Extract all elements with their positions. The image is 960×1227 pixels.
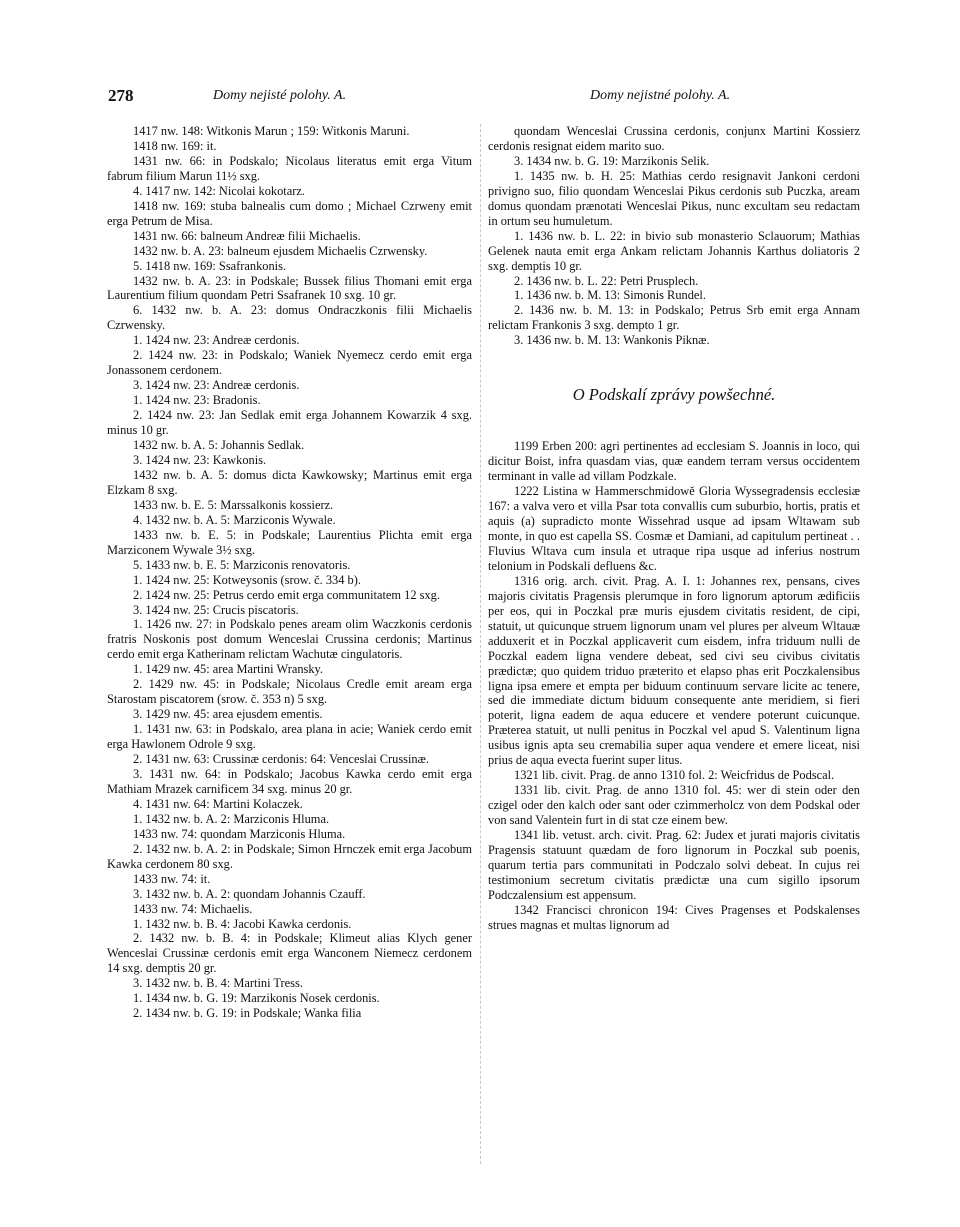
entry-paragraph: 3. 1424 nw. 23: Andreæ cerdonis. (133, 378, 300, 393)
entry-paragraph: 1341 lib. vetust. arch. civit. Prag. 62: Judex et jurati majoris civitatis Pragensis statuunt quædam de foro lignorum in Poczkal sub poenis, quarum tertia pars communitati in Podczalo solvi debeat. In cujus rei testimonium secretum civitatis prædictæ una cum sigillo ipsorum Podczalensium est appensum. (488, 828, 860, 902)
entry-paragraph: 1433 nw. 74: quondam Marziconis Hluma. (133, 826, 346, 841)
column-divider (480, 124, 482, 1164)
entry-paragraph: 4. 1432 nw. b. A. 5: Marziconis Wywale. (133, 512, 336, 527)
entry-paragraph: 2. 1424 nw. 23: in Podskalo; Waniek Nyemecz cerdo emit erga Jonassonem cerdonem. (107, 348, 472, 378)
entry-paragraph: 3. 1424 nw. 23: Kawkonis. (133, 452, 267, 467)
entry-paragraph: 1418 nw. 169: it. (133, 138, 217, 153)
entry-paragraph: 1432 nw. b. A. 23: in Podskale; Bussek filius Thomani emit erga Laurentium filium quondam Petri Ssafranek 10 sxg. 10 gr. (107, 273, 472, 303)
entry-paragraph: 2. 1424 nw. 25: Petrus cerdo emit erga communitatem 12 sxg. (133, 587, 440, 602)
entry-paragraph: 1. 1426 nw. 27: in Podskalo penes aream olim Waczkonis cerdonis fratris Noskonis post domum Wenceslai Crussina cerdonis; Martinus cerdo emit erga Katherinam relictam Wachutæ cingulatoris. (107, 617, 472, 662)
entry-paragraph: 3. 1429 nw. 45: area ejusdem ementis. (133, 707, 323, 722)
entry-paragraph: 6. 1432 nw. b. A. 23: domus Ondraczkonis filii Michaelis Czrwensky. (107, 303, 472, 333)
entry-paragraph: 1222 Listina w Hammerschmidowě Gloria Wyssegradensis ecclesiæ 167: a valva vero et villa Psar tota convallis cum suburbio, hortis, pratis et aquis (a) supradicto monte Wissehrad usque ad ipsam Wltawam sub monte, in quo est capella SS. Cosmæ et Damiani, ad capitulum pertineat . . Fluvius Wltava cum insula et utraque ripa usque ad inferius nostrum telonium in Podskali defluens &c. (488, 484, 860, 573)
entry-paragraph: 2. 1424 nw. 23: Jan Sedlak emit erga Johannem Kowarzik 4 sxg. minus 10 gr. (107, 408, 472, 438)
entry-paragraph: 1432 nw. b. A. 23: balneum ejusdem Michaelis Czrwensky. (133, 243, 428, 258)
entry-paragraph: 1418 nw. 169: stuba balnealis cum domo ; Michael Czrweny emit erga Petrum de Misa. (107, 198, 472, 228)
entry-paragraph: 1433 nw. 74: it. (133, 871, 211, 886)
entry-paragraph: 1199 Erben 200: agri pertinentes ad ecclesiam S. Joannis in loco, qui dicitur Boist, infra quasdam vias, quæ eandem terram versus occidentem terminant in valle ad villam Podzkale. (488, 439, 860, 484)
entry-paragraph: 1321 lib. civit. Prag. de anno 1310 fol. 2: Weicfridus de Podscal. (514, 768, 835, 783)
entry-paragraph: 2. 1432 nw. b. A. 2: in Podskale; Simon Hrnczek emit erga Jacobum Kawka cerdonem 80 sxg. (107, 841, 472, 871)
entry-paragraph: 1. 1424 nw. 23: Bradonis. (133, 393, 261, 408)
entry-paragraph: 4. 1417 nw. 142: Nicolai kokotarz. (133, 183, 305, 198)
entry-paragraph: 2. 1434 nw. b. G. 19: in Podskale; Wanka filia (133, 1006, 362, 1021)
entry-paragraph: 1431 nw. 66: balneum Andreæ filii Michaelis. (133, 228, 361, 243)
entry-paragraph: 1433 nw. 74: Michaelis. (133, 901, 253, 916)
entry-paragraph: 2. 1436 nw. b. M. 13: in Podskalo; Petrus Srb emit erga Annam relictam Frankonis 3 sxg. dempto 1 gr. (488, 303, 860, 333)
entry-paragraph: 2. 1431 nw. 63: Crussinæ cerdonis: 64: Venceslai Crussinæ. (133, 752, 429, 767)
entry-paragraph: 2. 1436 nw. b. L. 22: Petri Prusplech. (514, 273, 699, 288)
entry-paragraph: 4. 1431 nw. 64: Martini Kolaczek. (133, 796, 303, 811)
right-top-entries (488, 124, 860, 348)
entry-paragraph: 1342 Francisci chronicon 194: Cives Pragenses et Podskalenses strues magnas et multas lignorum ad (488, 902, 860, 932)
entry-paragraph: 1. 1431 nw. 63: in Podskalo, area plana in acie; Waniek cerdo emit erga Hawlonem Odrole 9 sxg. (107, 722, 472, 752)
entry-paragraph: 1. 1432 nw. b. B. 4: Jacobi Kawka cerdonis. (133, 916, 352, 931)
entry-paragraph: 1. 1436 nw. b. L. 22: in bivio sub monasterio Sclauorum; Mathias Gelenek nauta emit erga Ankam relictam Johannis Karthus doliatoris 2 sxg. demptis 10 gr. (488, 228, 860, 273)
entry-paragraph: quondam Wenceslai Crussina cerdonis, conjunx Martini Kossierz cerdonis resignat eidem marito suo. (488, 124, 860, 153)
entry-paragraph: 1. 1429 nw. 45: area Martini Wransky. (133, 662, 324, 677)
entry-paragraph: 1432 nw. b. A. 5: Johannis Sedlak. (133, 438, 305, 453)
entry-paragraph: 5. 1433 nw. b. E. 5: Marziconis renovatoris. (133, 557, 351, 572)
entry-paragraph: 1433 nw. b. E. 5: Marssalkonis kossierz. (133, 497, 334, 512)
entry-paragraph: 1. 1434 nw. b. G. 19: Marzikonis Nosek cerdonis. (133, 991, 380, 1006)
entry-paragraph: 1. 1435 nw. b. H. 25: Mathias cerdo resignavit Jankoni cerdoni privigno suo, filio quondam Wenceslai Pikus cerdonis sub Puczka, aream domus quondam prænotati Wenceslai Pikus, nunc excultam seu redactam in ortum seu humuletum. (488, 168, 860, 228)
running-head-left: Domy nejisté polohy. A. (213, 88, 347, 103)
entry-paragraph: 1433 nw. b. E. 5: in Podskale; Laurentius Plichta emit erga Marziconem Wywale 3½ sxg. (107, 527, 472, 557)
entry-paragraph: 1432 nw. b. A. 5: domus dicta Kawkowsky; Martinus emit erga Elzkam 8 sxg. (107, 467, 472, 497)
right-column (488, 124, 860, 933)
entry-paragraph: 3. 1432 nw. b. B. 4: Martini Tress. (133, 976, 303, 991)
entry-paragraph: 1417 nw. 148: Witkonis Marun ; 159: Witkonis Maruni. (133, 124, 410, 138)
entry-paragraph: 3. 1434 nw. b. G. 19: Marzikonis Selik. (514, 153, 710, 168)
running-head-right: Domy nejistné polohy. A. (590, 88, 731, 103)
entry-paragraph: 1316 orig. arch. civit. Prag. A. I. 1: Johannes rex, pensans, cives majoris civitatis Pragensis plerumque in foro lignorum aptorum ædificiis per eos, qui in Poczkal præ muris ejusdem civitatis resident, de cipi, statuit, ut quicunque struem lignorum unam vel plures per alveum Wltauæ adduxerit et in Poczkal applicaverit cum eisdem, infra triduum nulli de Poczkal eadem ligna vendere debeat, sed civi seu civibus civitatis prædictæ; quo quidem triduo præterito et elapso phas erit Poczkalensibus ligna ipsa emere et empta per biduum continuum servare licite ac tenere, sed die immediate dictum biduum consequente ante meridiem, si fieri poterit, ligna eadem de aqua educere et vendere poterunt cuicunque. Præterea statuit, ut nulli penitus in Poczkal vel apud S. Valentinum ligna usibus ignis apta seu cremabilia super aqua vendere et emere liceat, nisi prius de aqua evecta fuerint super litus. (488, 573, 860, 768)
entry-paragraph: 1. 1436 nw. b. M. 13: Simonis Rundel. (514, 288, 706, 303)
entry-paragraph: 1. 1424 nw. 25: Kotweysonis (srow. č. 334 b). (133, 572, 361, 587)
entry-paragraph: 2. 1432 nw. b. B. 4: in Podskale; Klimeut alias Klych gener Wenceslai Crussinæ cerdonis emit erga Wanconem Niemecz cerdonem 14 sxg. demptis 20 gr. (107, 931, 472, 976)
entry-paragraph: 1. 1432 nw. b. A. 2: Marziconis Hluma. (133, 811, 330, 826)
entry-paragraph: 2. 1429 nw. 45: in Podskale; Nicolaus Credle emit aream erga Starostam piscatorem (srow. č. 353 n) 5 sxg. (107, 677, 472, 707)
entry-paragraph: 1331 lib. civit. Prag. de anno 1310 fol. 45: wer di stein oder den czigel oder den kalch oder sant oder czimmerholcz von dem Podskal oder von sand Valentein furt in di stat cze einem bew. (488, 783, 860, 828)
right-bottom-entries (488, 439, 860, 932)
entry-paragraph: 3. 1432 nw. b. A. 2: quondam Johannis Czauff. (133, 886, 366, 901)
entry-paragraph: 3. 1436 nw. b. M. 13: Wankonis Piknæ. (514, 333, 710, 348)
entry-paragraph: 3. 1431 nw. 64: in Podskalo; Jacobus Kawka cerdo emit erga Mathiam Mrazek carnificem 34 sxg. minus 20 gr. (107, 766, 472, 796)
entry-paragraph: 3. 1424 nw. 25: Crucis piscatoris. (133, 602, 299, 617)
left-column (107, 124, 472, 1021)
page-number: 278 (108, 86, 134, 105)
entry-paragraph: 5. 1418 nw. 169: Ssafrankonis. (133, 258, 287, 273)
entry-paragraph: 1. 1424 nw. 23: Andreæ cerdonis. (133, 333, 300, 348)
entry-paragraph: 1431 nw. 66: in Podskalo; Nicolaus literatus emit erga Vitum fabrum filium Marun 11½ sxg. (107, 153, 472, 183)
section-title: O Podskalí zprávy powšechné. (572, 385, 776, 405)
